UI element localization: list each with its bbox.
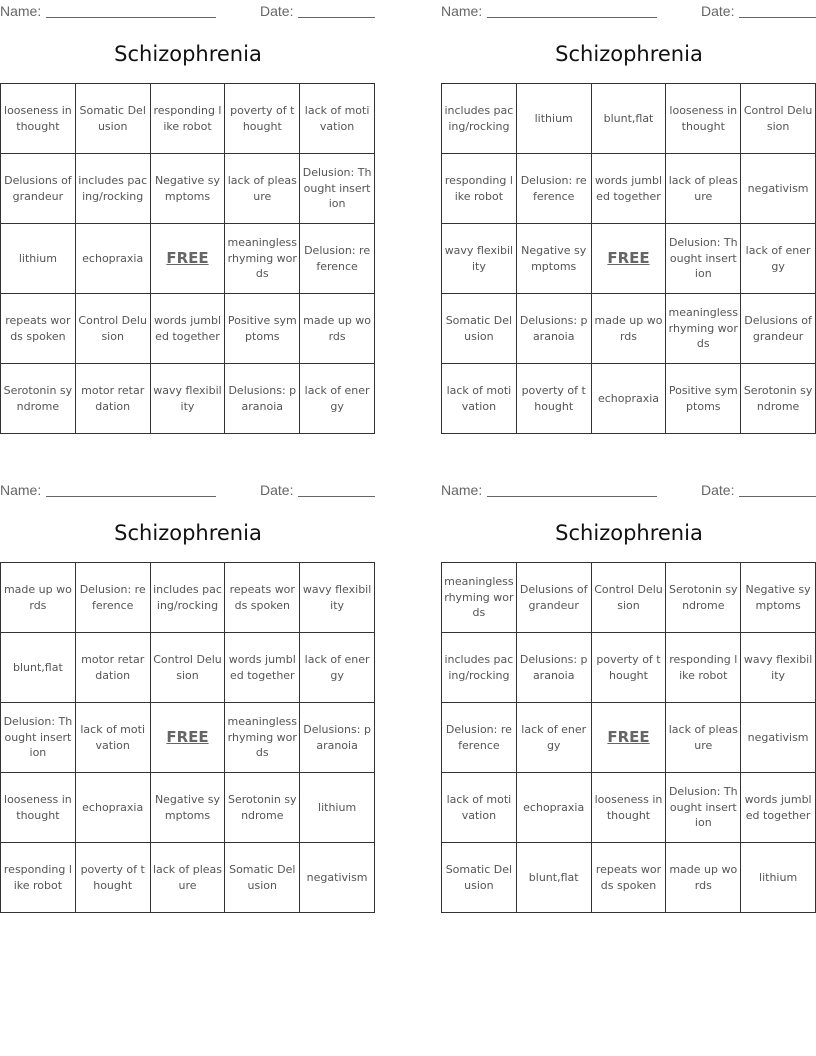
free-space: FREE	[592, 224, 667, 294]
bingo-grid	[0, 83, 375, 434]
bingo-cell: Delusion: Thought insertion	[666, 224, 741, 294]
bingo-cell: Delusions of grandeur	[741, 294, 816, 364]
bingo-cell: words jumbled together	[592, 154, 667, 224]
bingo-cell: wavy flexibility	[442, 224, 517, 294]
bingo-cell: responding like robot	[442, 154, 517, 224]
bingo-cell: includes pacing/rocking	[442, 633, 517, 703]
bingo-cell: Delusion: reference	[300, 224, 375, 294]
date-blank-line[interactable]	[298, 482, 375, 497]
bingo-cell: lack of pleasure	[151, 843, 226, 913]
bingo-cell: poverty of thought	[517, 364, 592, 434]
date-label: Date:	[260, 3, 294, 19]
bingo-cell: includes pacing/rocking	[76, 154, 151, 224]
bingo-grid	[441, 83, 816, 434]
bingo-cell: responding like robot	[1, 843, 76, 913]
bingo-cell: lithium	[1, 224, 76, 294]
bingo-cell: includes pacing/rocking	[151, 563, 226, 633]
bingo-cell: poverty of thought	[592, 633, 667, 703]
name-date-row	[0, 0, 376, 22]
bingo-cell: Delusions: paranoia	[517, 633, 592, 703]
bingo-cell: poverty of thought	[225, 84, 300, 154]
bingo-cell: lack of energy	[300, 364, 375, 434]
name-blank-line[interactable]	[487, 482, 657, 497]
bingo-cell: Delusions: paranoia	[517, 294, 592, 364]
card-title: Schizophrenia	[555, 521, 703, 545]
bingo-cell: Delusions of grandeur	[1, 154, 76, 224]
bingo-cell: lack of energy	[300, 633, 375, 703]
bingo-cell: motor retardation	[76, 633, 151, 703]
bingo-cell: made up words	[300, 294, 375, 364]
name-blank-line[interactable]	[46, 482, 216, 497]
bingo-cell: echopraxia	[76, 773, 151, 843]
bingo-cell: Positive symptoms	[225, 294, 300, 364]
bingo-cell: Delusion: Thought insertion	[1, 703, 76, 773]
bingo-cell: Somatic Delusion	[442, 843, 517, 913]
bingo-cell: Somatic Delusion	[442, 294, 517, 364]
bingo-cell: includes pacing/rocking	[442, 84, 517, 154]
bingo-cell: lithium	[300, 773, 375, 843]
name-label: Name:	[441, 482, 483, 498]
bingo-cell: Delusion: reference	[76, 563, 151, 633]
bingo-cell: Negative symptoms	[741, 563, 816, 633]
free-space: FREE	[151, 224, 226, 294]
bingo-cell: negativism	[741, 703, 816, 773]
name-date-row	[0, 479, 376, 501]
bingo-cell: Delusions: paranoia	[300, 703, 375, 773]
bingo-cell: words jumbled together	[225, 633, 300, 703]
bingo-cell: made up words	[592, 294, 667, 364]
bingo-cell: lack of pleasure	[666, 703, 741, 773]
bingo-cell: lack of motivation	[442, 364, 517, 434]
bingo-cell: Control Delusion	[592, 563, 667, 633]
bingo-cell: looseness in thought	[666, 84, 741, 154]
bingo-cell: looseness in thought	[592, 773, 667, 843]
bingo-cell: meaningless rhyming words	[225, 224, 300, 294]
bingo-cell: meaningless rhyming words	[666, 294, 741, 364]
bingo-cell: wavy flexibility	[151, 364, 226, 434]
date-blank-line[interactable]	[739, 3, 816, 18]
bingo-cell: Serotonin syndrome	[741, 364, 816, 434]
bingo-cell: looseness in thought	[1, 773, 76, 843]
bingo-cell: lack of energy	[741, 224, 816, 294]
date-label: Date:	[701, 3, 735, 19]
bingo-cell: lack of pleasure	[666, 154, 741, 224]
bingo-cell: made up words	[1, 563, 76, 633]
bingo-cell: echopraxia	[592, 364, 667, 434]
bingo-cell: Positive symptoms	[666, 364, 741, 434]
bingo-cell: blunt,flat	[592, 84, 667, 154]
bingo-cell: motor retardation	[76, 364, 151, 434]
bingo-cell: Negative symptoms	[517, 224, 592, 294]
bingo-cell: Serotonin syndrome	[1, 364, 76, 434]
date-blank-line[interactable]	[298, 3, 375, 18]
bingo-grid	[0, 562, 375, 913]
name-date-row	[441, 0, 816, 22]
bingo-cell: lack of motivation	[442, 773, 517, 843]
bingo-cell: wavy flexibility	[741, 633, 816, 703]
free-space: FREE	[592, 703, 667, 773]
bingo-cell: echopraxia	[517, 773, 592, 843]
bingo-cell: negativism	[741, 154, 816, 224]
bingo-cell: Delusion: reference	[517, 154, 592, 224]
card-title: Schizophrenia	[114, 42, 262, 66]
bingo-cell: lack of energy	[517, 703, 592, 773]
bingo-cell: lithium	[741, 843, 816, 913]
bingo-cell: meaningless rhyming words	[225, 703, 300, 773]
bingo-cell: words jumbled together	[151, 294, 226, 364]
bingo-cell: repeats words spoken	[225, 563, 300, 633]
bingo-cell: repeats words spoken	[592, 843, 667, 913]
bingo-cell: negativism	[300, 843, 375, 913]
name-blank-line[interactable]	[487, 3, 657, 18]
bingo-cell: blunt,flat	[1, 633, 76, 703]
bingo-cell: Negative symptoms	[151, 773, 226, 843]
bingo-cell: looseness in thought	[1, 84, 76, 154]
name-label: Name:	[0, 3, 42, 19]
bingo-cell: Somatic Delusion	[225, 843, 300, 913]
bingo-cell: lack of pleasure	[225, 154, 300, 224]
bingo-cell: Delusions of grandeur	[517, 563, 592, 633]
bingo-cell: Serotonin syndrome	[666, 563, 741, 633]
bingo-cell: Delusion: Thought insertion	[300, 154, 375, 224]
bingo-cell: Negative symptoms	[151, 154, 226, 224]
name-label: Name:	[0, 482, 42, 498]
bingo-cell: Control Delusion	[741, 84, 816, 154]
bingo-cell: Delusions: paranoia	[225, 364, 300, 434]
free-space: FREE	[151, 703, 226, 773]
bingo-cell: blunt,flat	[517, 843, 592, 913]
bingo-cell: words jumbled together	[741, 773, 816, 843]
bingo-cell: Control Delusion	[76, 294, 151, 364]
bingo-cell: Serotonin syndrome	[225, 773, 300, 843]
bingo-cell: poverty of thought	[76, 843, 151, 913]
bingo-cell: made up words	[666, 843, 741, 913]
bingo-cell: lack of motivation	[76, 703, 151, 773]
bingo-cell: Delusion: Thought insertion	[666, 773, 741, 843]
name-label: Name:	[441, 3, 483, 19]
bingo-cell: meaningless rhyming words	[442, 563, 517, 633]
card-title: Schizophrenia	[555, 42, 703, 66]
bingo-cell: Somatic Delusion	[76, 84, 151, 154]
card-title: Schizophrenia	[114, 521, 262, 545]
bingo-cell: echopraxia	[76, 224, 151, 294]
bingo-cell: wavy flexibility	[300, 563, 375, 633]
name-blank-line[interactable]	[46, 3, 216, 18]
bingo-cell: Control Delusion	[151, 633, 226, 703]
bingo-cell: repeats words spoken	[1, 294, 76, 364]
bingo-cell: responding like robot	[151, 84, 226, 154]
bingo-cell: lithium	[517, 84, 592, 154]
bingo-grid	[441, 562, 816, 913]
date-label: Date:	[260, 482, 294, 498]
date-blank-line[interactable]	[739, 482, 816, 497]
bingo-cell: lack of motivation	[300, 84, 375, 154]
bingo-cell: Delusion: reference	[442, 703, 517, 773]
name-date-row	[441, 479, 816, 501]
date-label: Date:	[701, 482, 735, 498]
bingo-cell: responding like robot	[666, 633, 741, 703]
